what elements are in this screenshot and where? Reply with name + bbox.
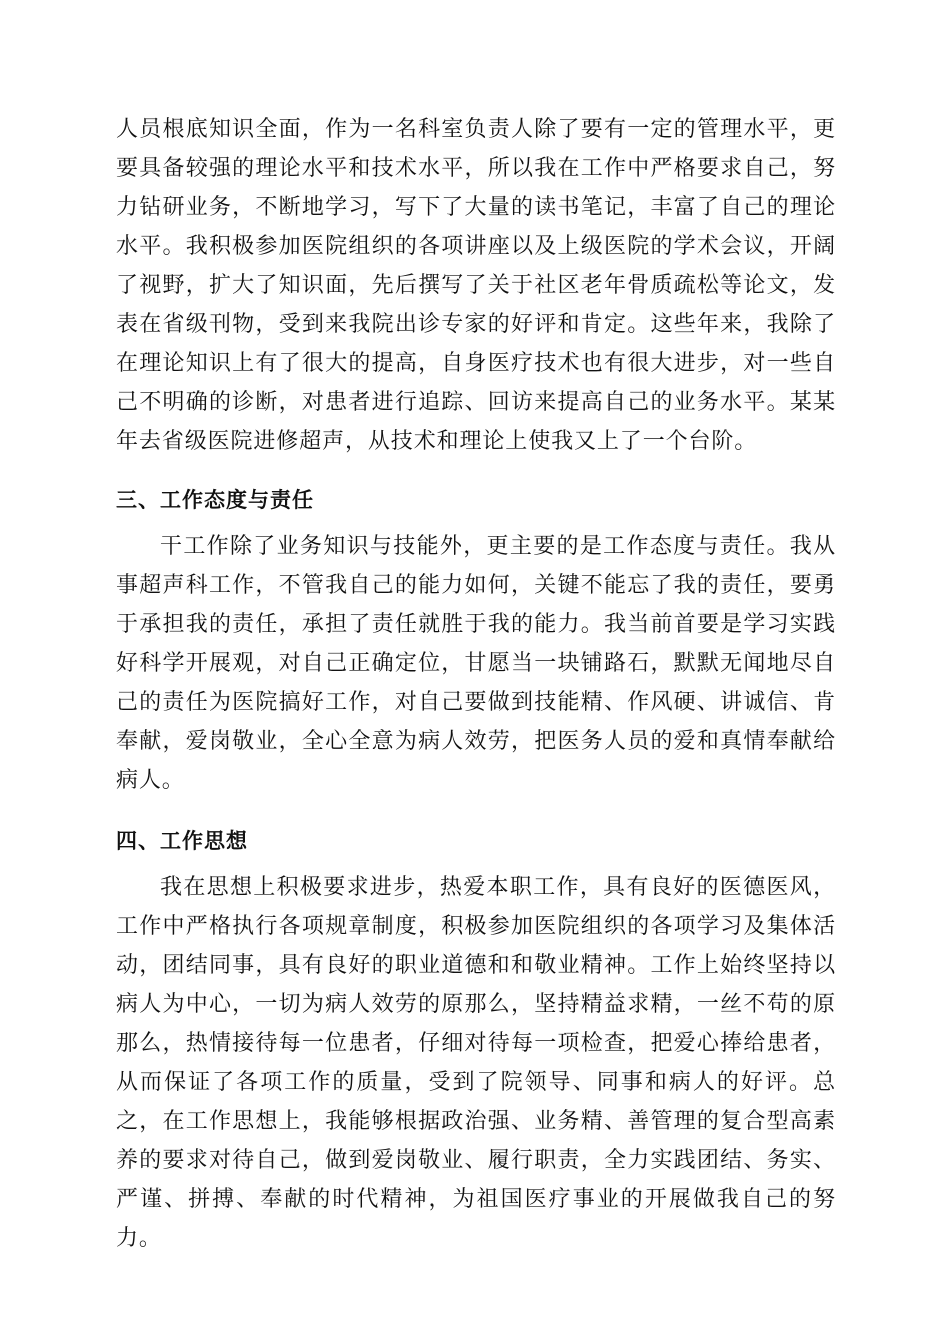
paragraph-knowledge: 人员根底知识全面，作为一名科室负责人除了要有一定的管理水平，更要具备较强的理论水平和技术水平，所以我在工作中严格要求自己，努力钻研业务，不断地学习，写下了大量的读书笔记，丰富了自己的理论水平。我积极参加医院组织的各项讲座以及上级医院的学术会议，开阔了视野，扩大了知识面，先后撰写了关于社区老年骨质疏松等论文，发表在省级刊物，受到来我院出诊专家的好评和肯定。这些年来，我除了在理论知识上有了很大的提高，自身医疗技术也有很大进步，对一些自己不明确的诊断，对患者进行追踪、回访来提高自己的业务水平。某某年去省级医院进修超声，从技术和理论上使我又上了一个台阶。 [116,117,836,454]
paragraph-work-thought: 我在思想上积极要求进步，热爱本职工作，具有良好的医德医风，工作中严格执行各项规章制度，积极参加医院组织的各项学习及集体活动，团结同事，具有良好的职业道德和和敬业精神。工作上始终坚持以病人为中心，一切为病人效劳的原那么，坚持精益求精，一丝不苟的原那么，热情接待每一位患者，仔细对待每一项检查，把爱心捧给患者，从而保证了各项工作的质量，受到了院领导、同事和病人的好评。总之，在工作思想上，我能够根据政治强、业务精、善管理的复合型高素养的要求对待自己，做到爱岗敬业、履行职责，全力实践团结、务实、严谨、拼搏、奉献的时代精神，为祖国医疗事业的开展做我自己的努力。 [116,875,836,1251]
document-body [116,110,836,1258]
section-heading-work-attitude: 三、工作态度与责任 [116,488,314,512]
paragraph-work-attitude: 干工作除了业务知识与技能外，更主要的是工作态度与责任。我从事超声科工作，不管我自己的能力如何，关键不能忘了我的责任，要勇于承担我的责任，承担了责任就胜于我的能力。我当前首要是学习实践好科学开展观，对自己正确定位，甘愿当一块铺路石，默默无闻地尽自己的责任为医院搞好工作，对自己要做到技能精、作风硬、讲诚信、肯奉献，爱岗敬业，全心全意为病人效劳，把医务人员的爱和真情奉献给病人。 [116,534,836,793]
section-heading-work-thought: 四、工作思想 [116,829,248,853]
